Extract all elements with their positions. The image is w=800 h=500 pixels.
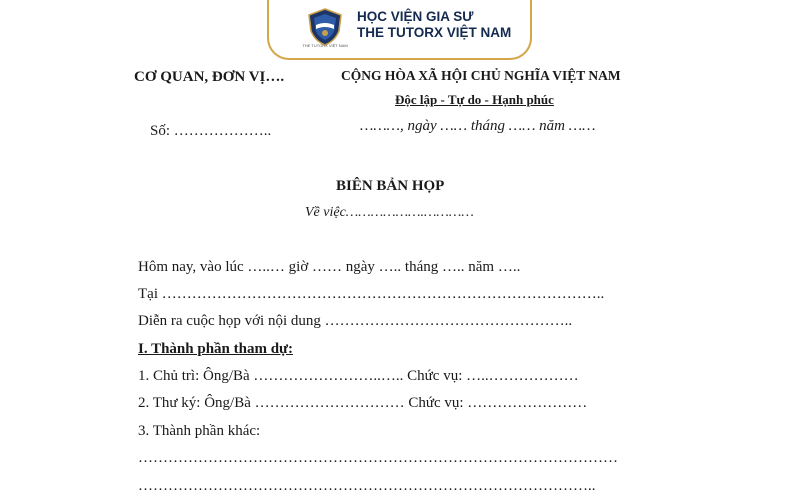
shield-crest-icon xyxy=(305,7,345,47)
chair-line: 1. Chủ trì: Ông/Bà ……………………..….. Chức vụ: …..……………… xyxy=(138,368,579,384)
agency-name: CƠ QUAN, ĐƠN VỊ…. xyxy=(134,69,285,85)
section-heading-attendees: I. Thành phần tham dự: xyxy=(138,341,294,357)
brand-banner xyxy=(267,0,532,60)
meeting-place-line: Tại …………………………………………………………………………….. xyxy=(138,286,605,302)
fill-in-dots-line-2: ……………………………………………………………………………….. xyxy=(138,478,596,494)
document-title: BIÊN BẢN HỌP xyxy=(336,178,445,194)
brand-line-2: THE TUTORX VIỆT NAM xyxy=(357,25,512,40)
meeting-content-line: Diễn ra cuộc họp với nội dung ………………………………………….. xyxy=(138,313,573,329)
date-line: ………, ngày …… tháng …… năm …… xyxy=(360,118,596,134)
other-attendees-label: 3. Thành phần khác: xyxy=(138,423,261,439)
national-motto: Độc lập - Tự do - Hạnh phúc xyxy=(395,92,554,107)
national-title: CỘNG HÒA XÃ HỘI CHỦ NGHĨA VIỆT NAM xyxy=(341,68,621,83)
brand-line-1: HỌC VIỆN GIA SƯ xyxy=(357,9,474,24)
secretary-line: 2. Thư ký: Ông/Bà ………………………… Chức vụ: …………………… xyxy=(138,395,588,411)
logo-caption: THE TUTORX VIỆT NAM xyxy=(302,43,348,48)
document-number: Số: ……………….. xyxy=(150,123,272,139)
meeting-time-line: Hôm nay, vào lúc …..… giờ …… ngày ….. tháng ….. năm ….. xyxy=(138,259,521,275)
brand-name xyxy=(357,9,511,41)
document-subject: Về việc……………….………… xyxy=(305,205,474,220)
fill-in-dots-line-1: …………………………………………………………………………………… xyxy=(138,450,618,466)
